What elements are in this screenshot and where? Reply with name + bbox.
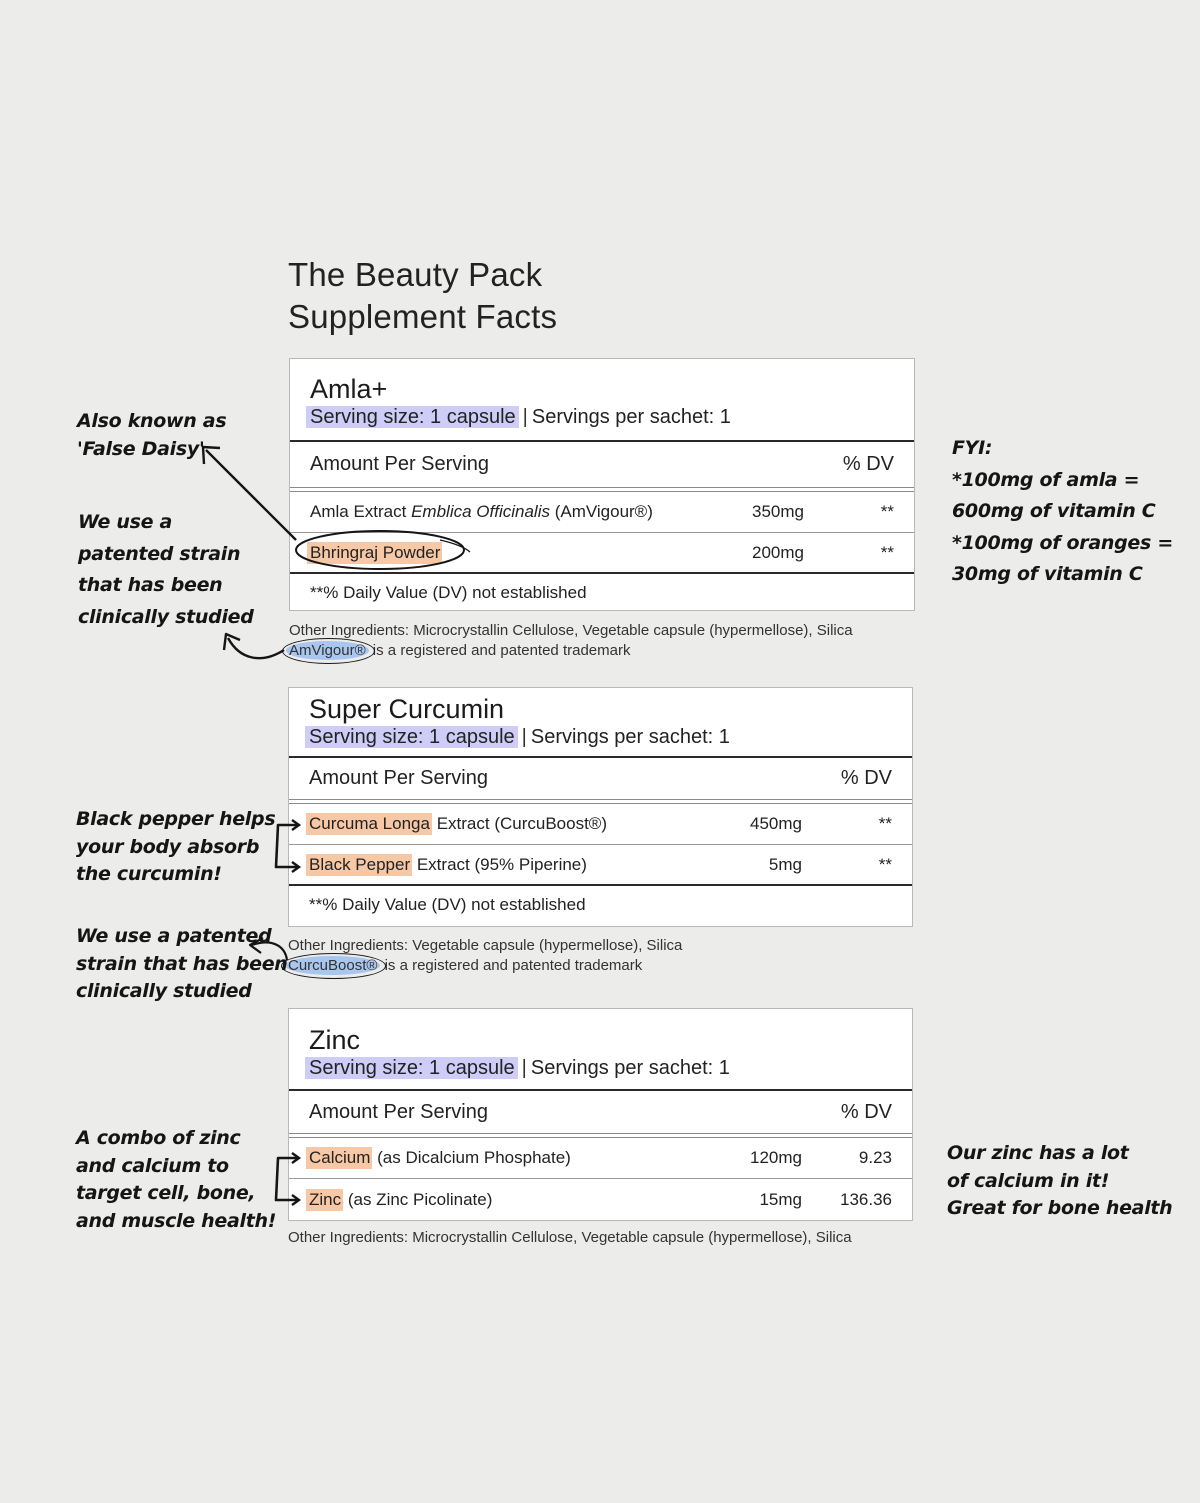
ingredient-latin-name: Emblica Officinalis	[411, 502, 550, 521]
note-line: Also known as	[77, 410, 227, 432]
amount-per-serving-label: Amount Per Serving	[310, 453, 489, 475]
ingredient-dv: **	[880, 502, 894, 521]
servings-per-sachet: Servings per sachet: 1	[530, 1057, 730, 1079]
other-ingredients-curcumin	[288, 936, 682, 976]
note-line: the curcumin!	[76, 863, 222, 885]
note-line: strain that has been	[76, 952, 288, 975]
dv-label: % DV	[840, 1100, 892, 1123]
ingredient-name-rest: Extract (95% Piperine)	[412, 854, 587, 874]
other-ingredients-text: Other Ingredients: Microcrystallin Cellulose, Vegetable capsule (hypermellose), Silica	[288, 1229, 852, 1246]
note-line: and calcium to	[76, 1154, 229, 1177]
ingredient-highlight: Calcium	[306, 1147, 372, 1169]
ingredient-row	[290, 533, 914, 574]
note-false-daisy	[77, 407, 226, 463]
ingredient-row	[289, 1179, 912, 1220]
dv-label: % DV	[842, 453, 894, 475]
note-line: Great for bone health	[947, 1197, 1173, 1219]
ingredient-name-rest: (as Zinc Picolinate)	[343, 1189, 493, 1209]
note-line: and muscle health!	[76, 1209, 277, 1232]
ingredient-name-rest: Extract (CurcuBoost®)	[431, 814, 607, 833]
trademark-text: is a registered and patented trademark	[368, 642, 631, 659]
trademark-note	[288, 956, 682, 976]
ingredient-amount: 200mg	[752, 542, 804, 562]
other-ingredients-amla	[289, 621, 853, 661]
page-title-line-1: The Beauty Pack	[288, 256, 543, 293]
facts-panel-amla	[289, 358, 915, 611]
amount-per-serving-label: Amount Per Serving	[309, 1100, 488, 1123]
serving-size: Serving size: 1 capsule	[305, 726, 518, 748]
ingredient-name	[309, 855, 587, 875]
note-line: *100mg of amla =	[952, 468, 1140, 491]
note-line: FYI:	[952, 437, 993, 459]
note-line: We use a	[78, 511, 173, 533]
note-amla-patented	[78, 507, 254, 633]
amount-header-row	[289, 758, 912, 800]
trademark-highlight: AmVigour®	[286, 641, 369, 660]
ingredient-name-plain: Amla Extract	[310, 502, 412, 521]
note-line: We use a patented	[76, 925, 272, 947]
facts-header	[289, 688, 912, 758]
ingredient-amount: 15mg	[759, 1189, 802, 1209]
ingredient-brand: (AmVigour®)	[549, 502, 653, 521]
ingredient-row	[290, 492, 914, 533]
note-black-pepper	[76, 806, 275, 889]
ingredient-dv: **	[880, 542, 894, 562]
note-line: your body absorb	[76, 835, 260, 858]
serving-info	[309, 724, 892, 750]
facts-panel-curcumin	[288, 687, 913, 927]
note-line: patented strain	[78, 542, 241, 565]
note-line: clinically studied	[78, 605, 254, 628]
amount-header-row	[290, 442, 914, 488]
ingredient-row	[289, 804, 912, 845]
page-title-line-2: Supplement Facts	[288, 298, 558, 335]
note-fyi	[952, 433, 1173, 591]
product-name: Zinc	[309, 1025, 361, 1055]
other-ingredients-zinc	[288, 1228, 852, 1248]
note-line: of calcium in it!	[947, 1169, 1110, 1192]
dv-footnote: **% Daily Value (DV) not established	[309, 895, 586, 914]
note-curcumin-patented	[76, 923, 288, 1006]
ingredient-name	[310, 502, 653, 522]
product-name: Amla+	[310, 374, 388, 404]
ingredient-dv: 136.36	[840, 1189, 892, 1209]
ingredient-amount: 450mg	[750, 814, 802, 833]
serving-info	[310, 404, 894, 430]
separator: |	[521, 1057, 527, 1079]
ingredient-amount: 350mg	[752, 502, 804, 521]
separator: |	[521, 726, 527, 748]
note-line: 600mg of vitamin C	[952, 500, 1156, 522]
ingredient-highlight: Curcuma Longa	[306, 813, 432, 835]
serving-info	[309, 1055, 892, 1081]
trademark-note	[289, 641, 853, 661]
servings-per-sachet: Servings per sachet: 1	[530, 726, 730, 748]
ingredient-name	[309, 814, 607, 834]
ingredient-dv: **	[878, 854, 892, 874]
note-line: A combo of zinc	[76, 1127, 241, 1149]
facts-header	[289, 1009, 912, 1091]
note-line: *100mg of oranges =	[952, 531, 1173, 554]
ingredient-amount: 120mg	[750, 1148, 802, 1167]
note-line: 30mg of vitamin C	[952, 563, 1143, 585]
product-name: Super Curcumin	[309, 694, 505, 724]
ingredient-name	[309, 1148, 571, 1168]
ingredient-highlight: Zinc	[306, 1189, 343, 1211]
ingredient-highlight: Bhringraj Powder	[307, 542, 442, 564]
facts-panel-zinc	[288, 1008, 913, 1221]
ingredient-row	[289, 1138, 912, 1179]
ingredient-name-rest: (as Dicalcium Phosphate)	[372, 1148, 571, 1167]
ingredient-name	[309, 1190, 492, 1210]
note-line: that has been	[78, 574, 223, 596]
facts-header	[290, 359, 914, 442]
note-line: clinically studied	[76, 980, 252, 1002]
serving-size: Serving size: 1 capsule	[305, 1057, 518, 1079]
servings-per-sachet: Servings per sachet: 1	[531, 406, 731, 428]
ingredient-row	[289, 845, 912, 886]
ingredient-dv: 9.23	[858, 1148, 892, 1167]
ingredient-highlight: Black Pepper	[306, 854, 412, 876]
ingredient-amount: 5mg	[768, 854, 802, 874]
dv-footnote: **% Daily Value (DV) not established	[310, 583, 587, 602]
ingredient-dv: **	[878, 814, 892, 833]
note-zinc-calcium	[947, 1140, 1172, 1223]
trademark-highlight: CurcuBoost®	[285, 956, 380, 975]
other-ingredients-text: Other Ingredients: Microcrystallin Cellulose, Vegetable capsule (hypermellose), Silica	[289, 622, 853, 639]
ingredient-name	[310, 543, 442, 563]
note-zinc-combo	[76, 1125, 276, 1235]
serving-size: Serving size: 1 capsule	[306, 406, 519, 428]
trademark-text: is a registered and patented trademark	[380, 957, 643, 974]
other-ingredients-text: Other Ingredients: Vegetable capsule (hypermellose), Silica	[288, 937, 683, 954]
note-line: Our zinc has a lot	[947, 1142, 1129, 1164]
note-line: target cell, bone,	[76, 1182, 256, 1204]
note-line: 'False Daisy'	[77, 438, 205, 460]
amount-per-serving-label: Amount Per Serving	[309, 767, 488, 789]
amount-header-row	[289, 1091, 912, 1134]
note-line: Black pepper helps	[76, 808, 276, 830]
page-title	[288, 254, 557, 338]
separator: |	[522, 406, 528, 428]
curved-arrow-icon	[224, 634, 284, 658]
dv-label: % DV	[840, 767, 892, 789]
